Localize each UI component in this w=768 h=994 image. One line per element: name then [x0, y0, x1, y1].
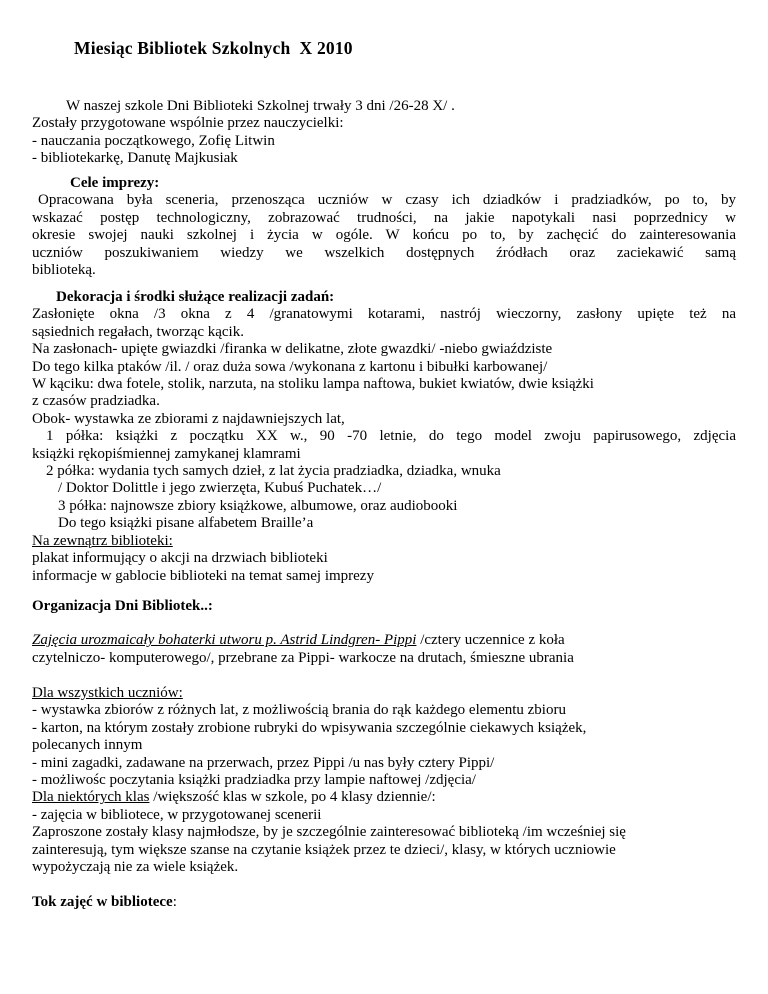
- some-classes-item: zainteresują, tym większe szanse na czytanie książek przez te dzieci/, klasy, w których uczniowie: [32, 841, 616, 858]
- decoration-line: W kąciku: dwa fotele, stolik, narzuta, na stoliku lampa naftowa, bukiet kwiatów, dwie książki: [32, 376, 594, 393]
- goals-section: [32, 175, 736, 279]
- all-students-item: - mini zagadki, zadawane na przerwach, przez Pippi /u nas były cztery Pippi/: [32, 754, 495, 771]
- intro-line: W naszej szkole Dni Biblioteki Szkolnej trwały 3 dni /26-28 X/ .: [66, 98, 455, 114]
- outside-heading: Na zewnątrz biblioteki:: [32, 533, 173, 549]
- goals-line: biblioteką.: [32, 262, 96, 279]
- all-students-item: - karton, na którym zostały zrobione rubryki do wpisywania szczególnie ciekawych książek,: [32, 719, 587, 736]
- some-classes-item: wypożyczają nie za wiele książek.: [32, 859, 239, 876]
- decoration-line: Do tego kilka ptaków /il. / oraz duża sowa /wykonana z kartonu i bibułki karbowanej/: [32, 358, 548, 375]
- decoration-line: sąsiednich regałach, tworząc kącik.: [32, 323, 244, 340]
- intro-line: Zostały przygotowane wspólnie przez nauczycielki:: [32, 115, 344, 132]
- course-heading-colon: :: [172, 894, 177, 910]
- all-students-section: [32, 685, 736, 876]
- all-students-heading: Dla wszystkich uczniów:: [32, 685, 183, 701]
- decoration-line: 2 półka: wydania tych samych dzieł, z lat życia pradziadka, dziadka, wnuka: [46, 463, 501, 480]
- decoration-line: książki rękopiśmiennej zamykanej klamrami: [32, 445, 301, 462]
- some-classes-item: - zajęcia w bibliotece, w przygotowanej scenerii: [32, 806, 322, 823]
- pippi-activity-title: Zajęcia urozmaicały bohaterki utworu p. Astrid Lindgren- Pippi: [32, 632, 417, 649]
- goals-line: wskazać postęp technologiczny, zobrazować trudności, na jakie napotykali nasi poprzednicy w: [32, 209, 736, 226]
- course-heading-line: [32, 894, 736, 911]
- goals-line: okresie swojej nauki szkolnej i życia w ogóle. W końcu po to, by zachęcić do zainteresowania: [32, 227, 736, 244]
- goals-line: Opracowana była sceneria, przenosząca uczniów w czasy ich dziadków i pradziadków, po to, by: [38, 192, 736, 209]
- decoration-heading: Dekoracja i środki służące realizacji zadań:: [56, 289, 335, 305]
- decoration-line: Do tego książki pisane alfabetem Braille’a: [58, 515, 314, 532]
- some-classes-item: Zaproszone zostały klasy najmłodsze, by je szczególnie zainteresować biblioteką /im wcześniej się: [32, 824, 626, 841]
- decoration-line: Na zasłonach- upięte gwiazdki /firanka w delikatne, złote gwazdki/ -niebo gwiaździste: [32, 341, 553, 358]
- pippi-line: czytelniczo- komputerowego/, przebrane za Pippi- warkocze na drutach, śmieszne ubrania: [32, 649, 574, 666]
- goals-line: uczniów poszukiwaniem wiedzy we wszelkich dostępnych źródłach oraz zaciekawić samą: [32, 244, 736, 261]
- some-classes-heading-line: [32, 789, 736, 806]
- outside-line: plakat informujący o akcji na drzwiach biblioteki: [32, 550, 328, 567]
- all-students-item: - możliwośc poczytania książki pradziadka przy lampie naftowej /zdjęcia/: [32, 772, 476, 789]
- decoration-line: 3 półka: najnowsze zbiory książkowe, albumowe, oraz audiobooki: [58, 497, 458, 514]
- decoration-line: z czasów pradziadka.: [32, 393, 160, 410]
- all-students-item: polecanych innym: [32, 737, 143, 754]
- course-heading: Tok zajęć w bibliotece: [32, 894, 173, 910]
- outside-section: [32, 533, 736, 585]
- organization-section: [32, 598, 736, 667]
- some-classes-note: /większość klas w szkole, po 4 klasy dziennie/:: [149, 789, 436, 806]
- decoration-line: 1 półka: książki z początku XX w., 90 -70 letnie, do tego model zwoju papirusowego, zdjęcia: [46, 428, 736, 445]
- some-classes-heading: Dla niektórych klas: [32, 789, 150, 806]
- intro-section: [32, 98, 736, 168]
- goals-heading: Cele imprezy:: [70, 175, 160, 191]
- decoration-section: [32, 289, 736, 533]
- all-students-item: - wystawka zbiorów z różnych lat, z możliwością brania do rąk każdego elementu zbioru: [32, 702, 566, 719]
- pippi-activity-note: /cztery uczennice z koła: [416, 632, 565, 649]
- course-section: [32, 894, 736, 911]
- intro-line: - bibliotekarkę, Danutę Majkusiak: [32, 150, 238, 167]
- page-title: Miesiąc Bibliotek Szkolnych X 2010: [74, 38, 353, 58]
- organization-heading: Organizacja Dni Bibliotek..:: [32, 598, 213, 614]
- decoration-line: Zasłonięte okna /3 okna z 4 /granatowymi kotarami, nastrój wieczorny, zasłony upięte też na: [32, 306, 736, 323]
- decoration-line: / Doktor Dolittle i jego zwierzęta, Kubuś Puchatek…/: [58, 480, 382, 497]
- pippi-line: [32, 632, 736, 649]
- decoration-line: Obok- wystawka ze zbiorami z najdawniejszych lat,: [32, 410, 345, 427]
- intro-line: - nauczania początkowego, Zofię Litwin: [32, 132, 275, 149]
- outside-line: informacje w gablocie biblioteki na temat samej imprezy: [32, 567, 374, 584]
